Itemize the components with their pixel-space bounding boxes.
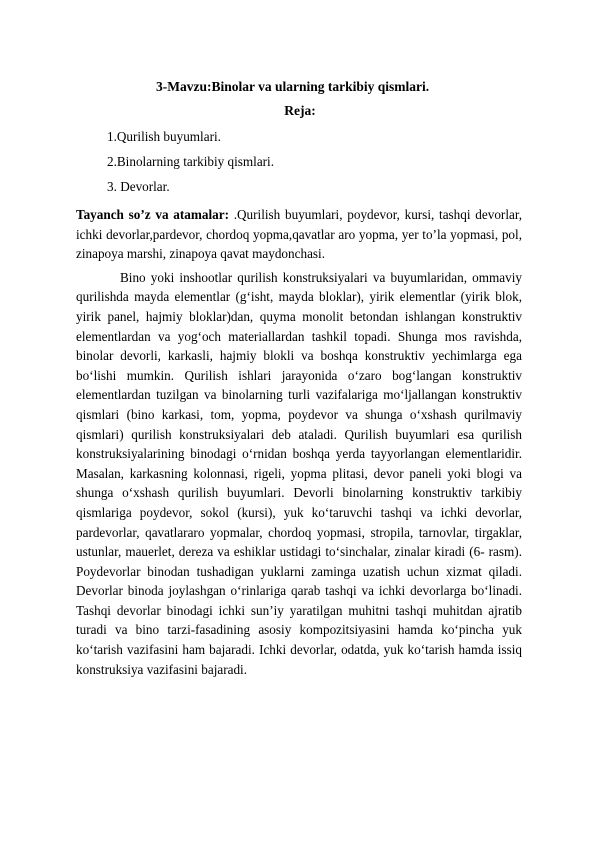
- plan-item: 2.Binolarning tarkibiy qismlari.: [107, 154, 275, 169]
- plan-item: 3. Devorlar.: [107, 179, 170, 194]
- plan-heading: Reja:: [284, 103, 316, 118]
- keywords-label: Tayanch so’z va atamalar:: [76, 207, 229, 222]
- keywords-text: .Qurilish buyumlari, poydevor, kursi, tashqi devorlar, ichki devorlar,pardevor, chordoq yopma,qavatlar aro yopma, yer to’la yopmasi, pol, zinapoya marshi, zinapoya qavat maydonchasi.: [76, 207, 522, 262]
- main-paragraph: Bino yoki inshootlar qurilish konstruksiyalari va buyumlaridan, ommaviy qurilishda mayda elementlar (g‘isht, mayda bloklar), yirik elementlar (yirik blok, yirik panel, hajmiy bloklar)dan, quyma monolit betondan ishlangan konstruktiv elementlardan va yog‘och materiallardan tashkil topadi. Shunga mos ravishda, binolar devorli, karkasli, hajmiy blokli va boshqa konstruktiv yechimlarga ega bo‘lishi mumkin. Qurilish ishlari jarayonida o‘zaro bog‘langan konstruktiv elementlardan tuzilgan va binolarning turli vazifalariga mo‘ljallangan konstruktiv qismlari (bino karkasi, tom, yopma, poydevor va shunga o‘xshash qurilmaviy qismlari) qurilish konstruksiyalari deb ataladi. Qurilish buyumlari esa qurilish konstruksiyalarining binodagi o‘rnidan boshqa yerda tayyorlangan elementlaridir. Masalan, karkasning kolonnasi, rigeli, yopma plitasi, devor paneli yoki blogi va shunga o‘xshash qurilish buyumlari. Devorli binolarning konstruktiv tarkibiy qismlariga poydevor, sokol (kursi), yuk ko‘taruvchi tashqi va ichki devorlar, pardevorlar, qavatlararo yopmalar, chordoq yopmasi, stropila, tarnovlar, tirgaklar, ustunlar, mauerlet, dereza va eshiklar ustidagi to‘sinchalar, zinalar kiradi (6- rasm). Poydevorlar binodan tushadigan yuklarni zaminga uzatish uchun xizmat qiladi. Devorlar binoda joylashgan o‘rinlariga qarab tashqi va ichki devorlarga bo‘linadi. Tashqi devorlar binodagi ichki sun’iy yaratilgan muhitni tashqi muhitdan ajratib turadi va bino tarzi-fasadining asosiy kompozitsiyasini hamda ko‘pincha yuk ko‘tarish vazifasini ham bajaradi. Ichki devorlar, odatda, yuk ko‘tarish hamda issiq konstruksiya vazifasini bajaradi.: [76, 269, 522, 677]
- page-title: 3-Mavzu:Binolar va ularning tarkibiy qismlari.: [156, 79, 430, 94]
- body-text: [76, 205, 522, 679]
- plan-item: 1.Qurilish buyumlari.: [107, 129, 221, 144]
- keywords-paragraph: [76, 205, 522, 264]
